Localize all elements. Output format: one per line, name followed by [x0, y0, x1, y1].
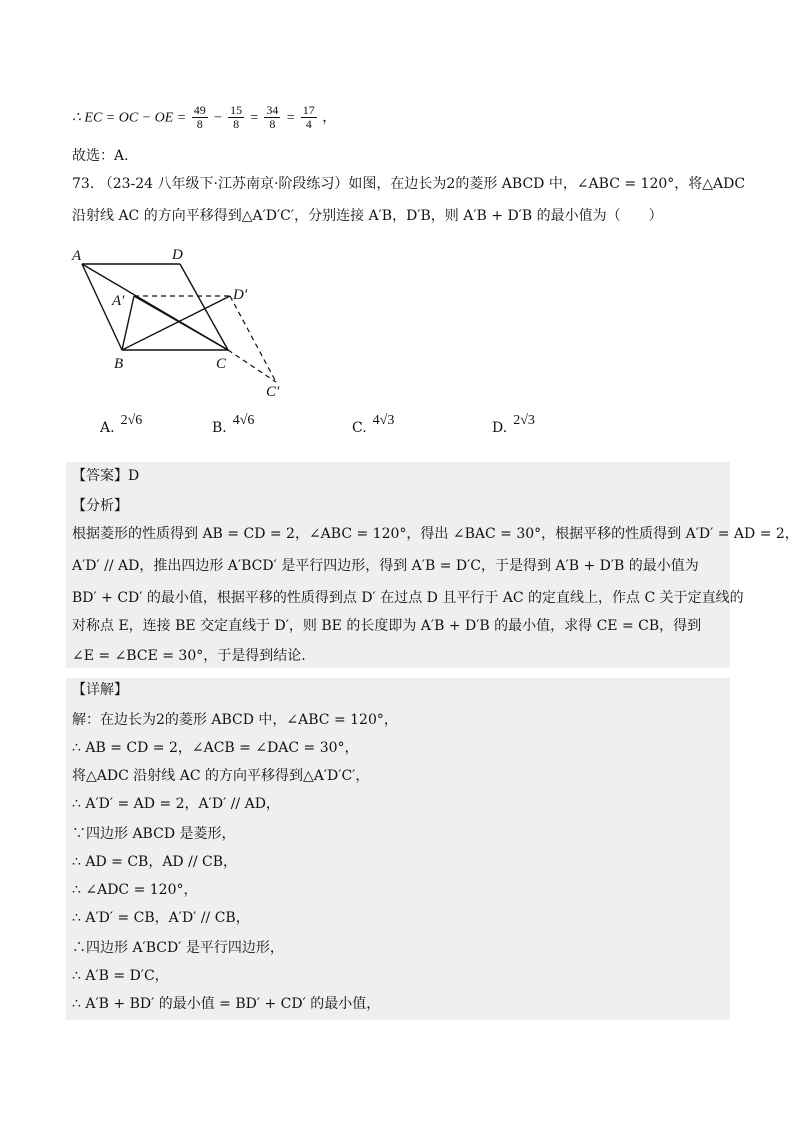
label-b: B	[114, 356, 124, 372]
analysis-label: 【分析】	[72, 498, 128, 514]
rhombus-figure	[66, 240, 306, 400]
option-b-value: 4√6	[232, 413, 255, 428]
detail-line-9: ∴四边形 A′BCD′ 是平行四边形，	[72, 940, 284, 956]
option-c-letter: C.	[352, 420, 367, 436]
detail-line-8: ∴ A′D′ = CB，A′D′ // CB，	[72, 910, 250, 926]
question-line-2: 沿射线 AC 的方向平移得到△A′D′C′，分别连接 A′B，D′B，则 A′B + D′B 的最小值为（ ）	[72, 208, 663, 224]
fraction-4-num: 17	[302, 103, 315, 117]
detail-line-4: ∴ A′D′ = AD = 2，A′D′ // AD，	[72, 796, 280, 812]
fraction-3-num: 34	[266, 103, 279, 117]
analysis-line-5: ∠E = ∠BCE = 30°，于是得到结论.	[72, 648, 306, 664]
option-d-letter: D.	[492, 420, 508, 436]
fraction-3	[264, 104, 280, 131]
ec-prefix: ∴ EC = OC − OE =	[72, 110, 187, 126]
option-a-value: 2√6	[120, 413, 143, 428]
segment-cc1-dashed	[228, 350, 276, 382]
detail-line-11: ∴ A′B + BD′ 的最小值 = BD′ + CD′ 的最小值，	[72, 996, 381, 1012]
fraction-2	[228, 104, 244, 131]
answer-value: D	[128, 468, 140, 484]
fraction-2-num: 15	[230, 103, 243, 117]
answer-label: 【答案】	[72, 468, 128, 484]
analysis-line-1: 根据菱形的性质得到 AB = CD = 2，∠ABC = 120°，得出 ∠BAC = 30°，根据平移的性质得到 A′D′ = AD = 2，	[72, 526, 799, 542]
ec-computation	[72, 104, 336, 131]
option-a-letter: A.	[100, 420, 115, 436]
label-a-prime: A′	[112, 293, 125, 309]
analysis-line-3: BD′ + CD′ 的最小值，根据平移的性质得到点 D′ 在过点 D 且平行于 AC 的定直线上，作点 C 关于定直线的	[72, 590, 744, 606]
option-d[interactable]	[492, 413, 535, 437]
label-c: C	[216, 356, 227, 372]
equals-sign: =	[249, 110, 259, 126]
analysis-line-2: A′D′ // AD，推出四边形 A′BCD′ 是平行四边形，得到 A′B = D′C，于是得到 A′B + D′B 的最小值为	[72, 558, 699, 574]
option-d-value: 2√3	[513, 413, 535, 428]
detail-line-10: ∴ A′B = D′C，	[72, 968, 169, 984]
answer-line	[72, 466, 139, 486]
question-line-1: 73. （23-24 八年级下·江苏南京·阶段练习）如图，在边长为2的菱形 ABCD 中，∠ABC = 120°，将△ADC	[72, 176, 746, 192]
segment-d1c1-dashed	[230, 296, 276, 382]
label-c-prime: C′	[266, 384, 280, 400]
fraction-4	[301, 104, 317, 131]
option-c[interactable]	[352, 413, 395, 437]
detail-label: 【详解】	[72, 682, 128, 698]
label-d: D	[172, 247, 183, 263]
fraction-1-den: 8	[196, 117, 203, 131]
detail-line-2: ∴ AB = CD = 2，∠ACB = ∠DAC = 30°，	[72, 740, 359, 756]
equals-sign-2: =	[285, 110, 296, 126]
detail-line-6: ∴ AD = CB，AD // CB，	[72, 854, 237, 870]
option-c-value: 4√3	[372, 413, 395, 428]
fraction-2-den: 8	[233, 117, 240, 131]
choice-line: 故选：A.	[72, 148, 129, 164]
segment-dc	[180, 264, 228, 350]
option-b[interactable]	[212, 413, 255, 437]
option-a[interactable]	[100, 413, 143, 437]
fraction-1-num: 49	[193, 103, 206, 117]
fraction-1	[192, 104, 208, 131]
fraction-3-den: 8	[269, 117, 276, 131]
detail-line-1: 解：在边长为2的菱形 ABCD 中，∠ABC = 120°，	[72, 712, 398, 728]
detail-line-5: ∵四边形 ABCD 是菱形，	[72, 826, 236, 842]
detail-line-3: 将△ADC 沿射线 AC 的方向平移得到△A′D′C′，	[72, 768, 370, 784]
label-d-prime: D′	[233, 287, 248, 303]
ec-suffix: ，	[322, 109, 337, 126]
option-b-letter: B.	[212, 420, 227, 436]
analysis-line-4: 对称点 E，连接 BE 交定直线于 D′，则 BE 的长度即为 A′B + D′B 的最小值，求得 CE = CB，得到	[72, 618, 702, 634]
detail-line-7: ∴ ∠ADC = 120°，	[72, 882, 198, 898]
minus-sign: −	[213, 110, 223, 126]
label-a: A	[72, 248, 82, 264]
fraction-4-den: 4	[305, 117, 312, 131]
